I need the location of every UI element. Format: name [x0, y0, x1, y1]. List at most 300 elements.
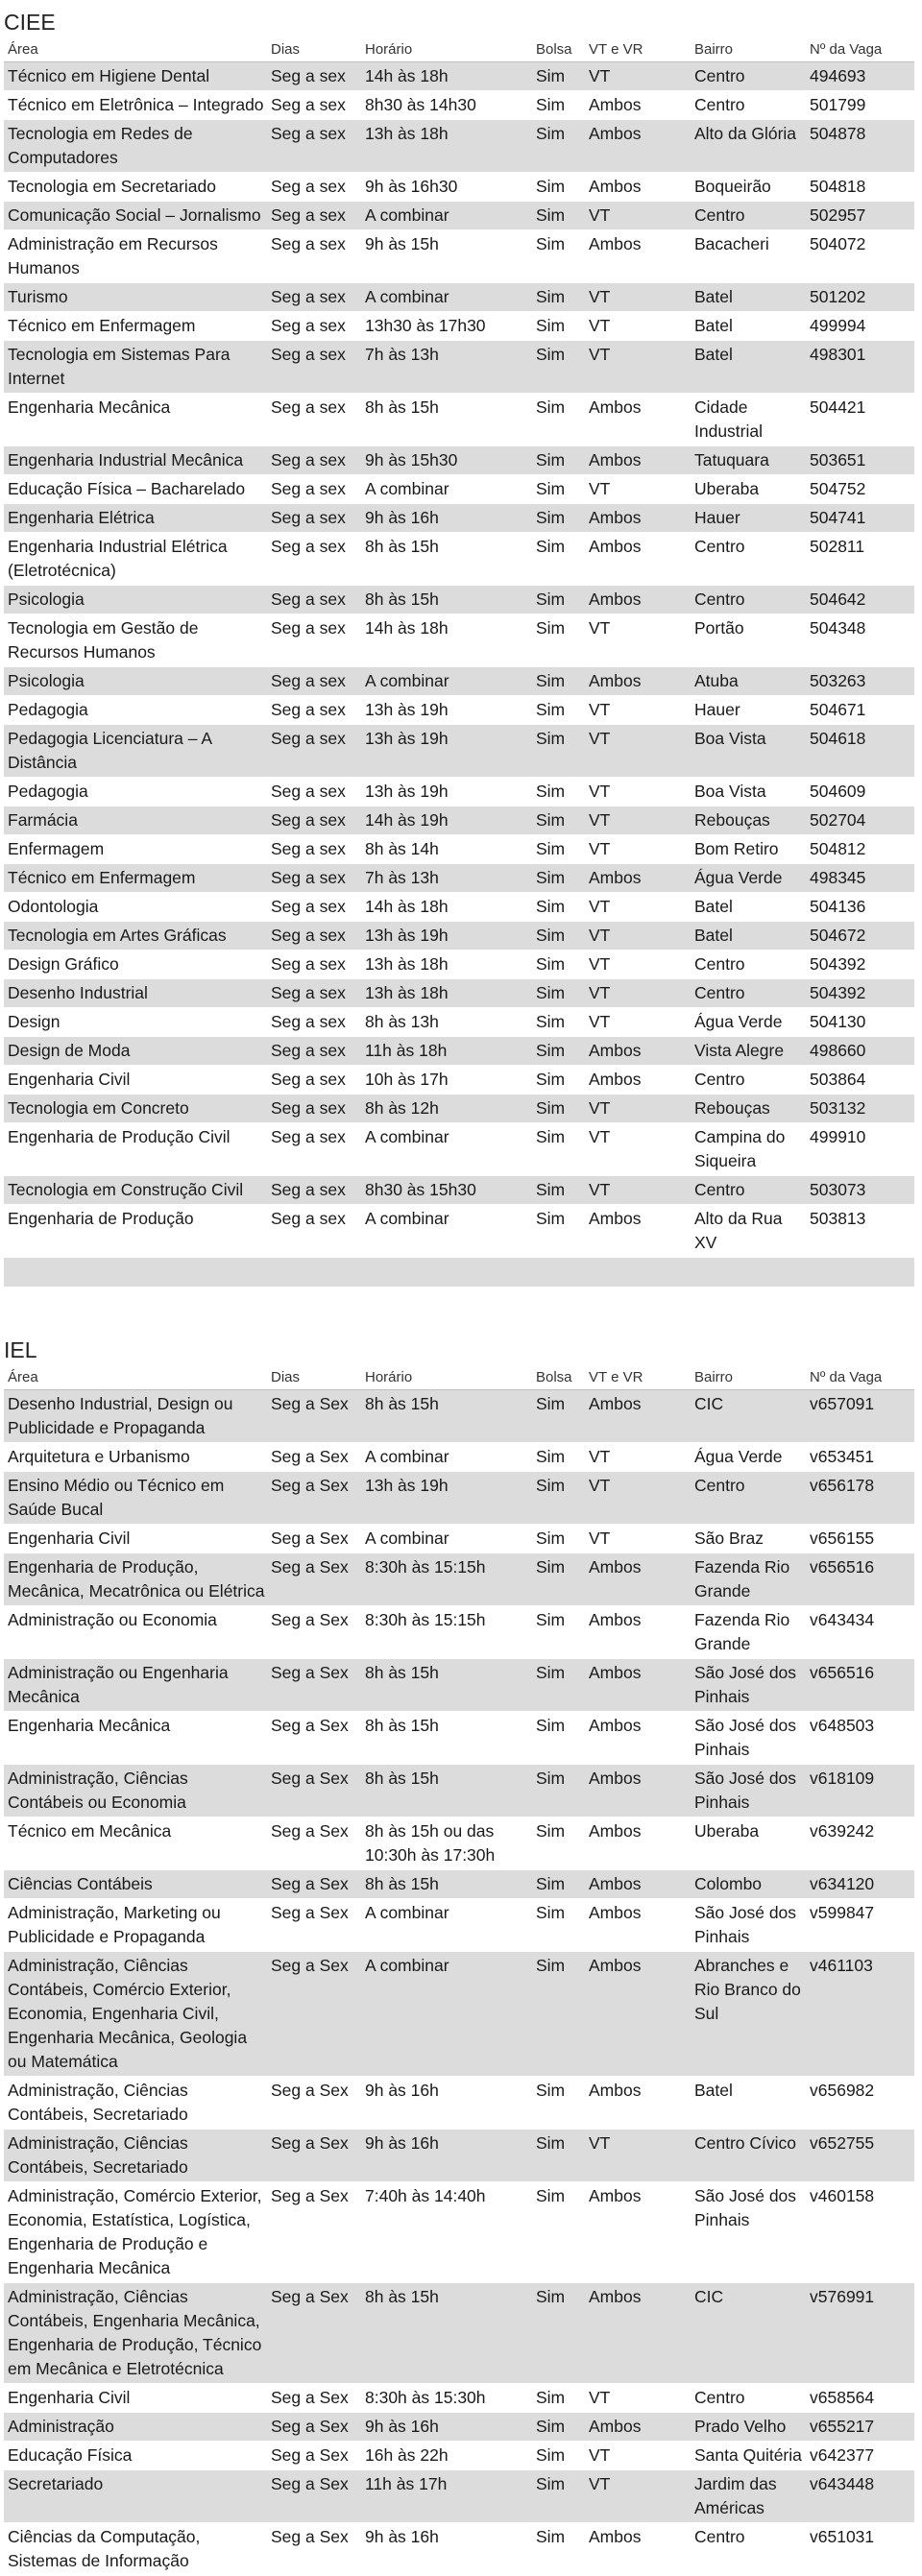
cell-bairro: CIC: [691, 2283, 806, 2384]
table-row: [4, 922, 914, 951]
table-row: [4, 1525, 914, 1553]
cell-dias: Seg a sex: [267, 312, 361, 341]
cell-bairro: Centro: [691, 1176, 806, 1205]
cell-bolsa: Sim: [532, 2413, 585, 2442]
cell-dias: Seg a sex: [267, 1176, 361, 1205]
cell-bolsa: Sim: [532, 951, 585, 979]
cell-vaga-number: 504421: [806, 394, 914, 446]
cell-dias: Seg a Sex: [267, 1390, 361, 1443]
section-gap: [4, 1288, 914, 1336]
cell-bairro: Hauer: [691, 696, 806, 725]
cell-bairro: Centro: [691, 62, 806, 91]
cell-horario: A combinar: [361, 667, 532, 696]
table-row: [4, 1553, 914, 1606]
cell-vt-vr: VT: [585, 62, 691, 91]
cell-area: Engenharia de Produção, Mecânica, Mecatrônica ou Elétrica: [4, 1553, 267, 1606]
cell-vt-vr: Ambos: [585, 586, 691, 614]
cell-bairro: Atuba: [691, 667, 806, 696]
cell-area: Administração, Ciências Contábeis, Comércio Exterior, Economia, Engenharia Civil, Engenharia Mecânica, Geologia ou Matemática: [4, 1952, 267, 2077]
cell-bairro: Santa Quitéria: [691, 2442, 806, 2470]
cell-vaga-number: 503651: [806, 446, 914, 475]
cell-area: Enfermagem: [4, 835, 267, 864]
cell-horario: A combinar: [361, 1899, 532, 1952]
cell-area: Pedagogia: [4, 778, 267, 807]
cell-vt-vr: VT: [585, 2470, 691, 2523]
cell-area: Engenharia de Produção Civil: [4, 1123, 267, 1176]
cell-area: Técnico em Enfermagem: [4, 864, 267, 893]
cell-vaga-number: 504392: [806, 979, 914, 1008]
table-row: [4, 1712, 914, 1765]
cell-horario: 13h às 19h: [361, 778, 532, 807]
cell-vt-vr: VT: [585, 475, 691, 504]
cell-dias: Seg a sex: [267, 475, 361, 504]
cell-vaga-number: 504609: [806, 778, 914, 807]
cell-bolsa: Sim: [532, 1870, 585, 1899]
cell-bolsa: Sim: [532, 864, 585, 893]
cell-vt-vr: Ambos: [585, 864, 691, 893]
cell-vt-vr: Ambos: [585, 2283, 691, 2384]
table-row: [4, 1443, 914, 1472]
cell-horario: 7:40h às 14:40h: [361, 2182, 532, 2283]
iel-section-title: IEL: [4, 1337, 37, 1362]
cell-horario: 14h às 18h: [361, 614, 532, 667]
cell-bolsa: Sim: [532, 2470, 585, 2523]
table-row: [4, 1176, 914, 1205]
cell-horario: 8h às 15h: [361, 2283, 532, 2384]
cell-bolsa: Sim: [532, 230, 585, 283]
iel-table: [4, 1366, 914, 2576]
cell-area: Pedagogia: [4, 696, 267, 725]
cell-bairro: Boa Vista: [691, 725, 806, 778]
cell-area: Técnico em Eletrônica – Integrado: [4, 91, 267, 120]
cell-vaga-number: v643434: [806, 1606, 914, 1659]
table-row: [4, 1066, 914, 1095]
cell-bairro: São Braz: [691, 1525, 806, 1553]
cell-bolsa: Sim: [532, 1606, 585, 1659]
header-bolsa: Bolsa: [532, 1366, 585, 1390]
cell-vt-vr: Ambos: [585, 1390, 691, 1443]
cell-vaga-number: v656516: [806, 1659, 914, 1712]
cell-vaga-number: 504672: [806, 922, 914, 951]
cell-bairro: Rebouças: [691, 807, 806, 835]
cell-bolsa: Sim: [532, 446, 585, 475]
cell-vt-vr: Ambos: [585, 1205, 691, 1258]
cell-vt-vr: VT: [585, 1472, 691, 1525]
cell-bairro: Batel: [691, 312, 806, 341]
cell-bolsa: Sim: [532, 979, 585, 1008]
cell-vt-vr: VT: [585, 2384, 691, 2413]
cell-bairro: Água Verde: [691, 1443, 806, 1472]
cell-bolsa: Sim: [532, 1712, 585, 1765]
cell-horario: 14h às 18h: [361, 893, 532, 922]
cell-area: Administração ou Engenharia Mecânica: [4, 1659, 267, 1712]
cell-horario: 9h às 16h: [361, 2077, 532, 2130]
cell-horario: 13h às 18h: [361, 979, 532, 1008]
cell-horario: 7h às 13h: [361, 341, 532, 394]
table-row: [4, 62, 914, 91]
table-row: [4, 1205, 914, 1258]
cell-bolsa: Sim: [532, 1390, 585, 1443]
cell-vt-vr: VT: [585, 1095, 691, 1123]
cell-vt-vr: VT: [585, 1008, 691, 1037]
table-row: [4, 2130, 914, 2182]
cell-area: Design Gráfico: [4, 951, 267, 979]
cell-bolsa: Sim: [532, 1553, 585, 1606]
cell-dias: Seg a sex: [267, 893, 361, 922]
cell-vaga-number: 504741: [806, 504, 914, 533]
cell-area: Turismo: [4, 283, 267, 312]
cell-horario: A combinar: [361, 1443, 532, 1472]
cell-dias: Seg a sex: [267, 1037, 361, 1066]
cell-vt-vr: Ambos: [585, 1712, 691, 1765]
cell-vaga-number: 504752: [806, 475, 914, 504]
cell-vaga-number: v634120: [806, 1870, 914, 1899]
cell-bairro: Batel: [691, 2077, 806, 2130]
cell-vt-vr: Ambos: [585, 394, 691, 446]
cell-vt-vr: Ambos: [585, 533, 691, 586]
ciee-header-row: [4, 38, 914, 62]
cell-area: Engenharia Civil: [4, 2384, 267, 2413]
cell-bolsa: Sim: [532, 2077, 585, 2130]
cell-bairro: Alto da Glória: [691, 120, 806, 173]
iel-table-body: [4, 1390, 914, 2576]
cell-bairro: Fazenda Rio Grande: [691, 1606, 806, 1659]
cell-dias: Seg a sex: [267, 533, 361, 586]
cell-bairro: Centro: [691, 533, 806, 586]
cell-horario: 13h às 19h: [361, 1472, 532, 1525]
cell-bairro: São José dos Pinhais: [691, 1765, 806, 1818]
cell-area: Engenharia de Produção: [4, 1205, 267, 1258]
cell-vaga-number: v642377: [806, 2442, 914, 2470]
table-row: [4, 2077, 914, 2130]
table-row: [4, 504, 914, 533]
cell-dias: Seg a Sex: [267, 2283, 361, 2384]
cell-vaga-number: v599847: [806, 1899, 914, 1952]
cell-vt-vr: Ambos: [585, 1765, 691, 1818]
cell-vt-vr: Ambos: [585, 230, 691, 283]
cell-area: Secretariado: [4, 2470, 267, 2523]
cell-dias: Seg a sex: [267, 922, 361, 951]
table-row: [4, 394, 914, 446]
cell-area: Tecnologia em Concreto: [4, 1095, 267, 1123]
cell-horario: 8h às 15h: [361, 394, 532, 446]
cell-vt-vr: VT: [585, 922, 691, 951]
table-row: [4, 1952, 914, 2077]
cell-horario: 9h às 15h: [361, 230, 532, 283]
cell-bairro: Jardim das Américas: [691, 2470, 806, 2523]
cell-bolsa: Sim: [532, 2182, 585, 2283]
table-row: [4, 2283, 914, 2384]
cell-vt-vr: VT: [585, 341, 691, 394]
cell-horario: 8h às 15h: [361, 586, 532, 614]
cell-bairro: Colombo: [691, 1870, 806, 1899]
cell-horario: 8h às 15h ou das 10:30h às 17:30h: [361, 1818, 532, 1870]
table-row: [4, 614, 914, 667]
cell-vt-vr: VT: [585, 835, 691, 864]
cell-horario: 11h às 18h: [361, 1037, 532, 1066]
header-vaga: Nº da Vaga: [806, 1366, 914, 1390]
cell-vaga-number: 503073: [806, 1176, 914, 1205]
cell-dias: Seg a Sex: [267, 1899, 361, 1952]
cell-dias: Seg a sex: [267, 1205, 361, 1258]
header-bolsa: Bolsa: [532, 38, 585, 62]
cell-area: Engenharia Industrial Elétrica (Eletrotécnica): [4, 533, 267, 586]
cell-area: Tecnologia em Redes de Computadores: [4, 120, 267, 173]
cell-vt-vr: VT: [585, 807, 691, 835]
cell-vaga-number: v461103: [806, 1952, 914, 2077]
cell-horario: A combinar: [361, 1205, 532, 1258]
cell-area: Administração, Marketing ou Publicidade e Propaganda: [4, 1899, 267, 1952]
cell-vt-vr: VT: [585, 725, 691, 778]
cell-horario: 11h às 17h: [361, 2470, 532, 2523]
cell-vaga-number: 501202: [806, 283, 914, 312]
table-row: [4, 312, 914, 341]
table-row: [4, 696, 914, 725]
table-row: [4, 2413, 914, 2442]
header-vt: VT e VR: [585, 1366, 691, 1390]
cell-horario: 8h às 15h: [361, 1870, 532, 1899]
table-row: [4, 120, 914, 173]
cell-bolsa: Sim: [532, 394, 585, 446]
cell-bairro: São José dos Pinhais: [691, 1899, 806, 1952]
cell-dias: Seg a sex: [267, 91, 361, 120]
cell-area: Design de Moda: [4, 1037, 267, 1066]
cell-area: Técnico em Higiene Dental: [4, 62, 267, 91]
cell-bairro: Centro Cívico: [691, 2130, 806, 2182]
cell-horario: 8h30 às 14h30: [361, 91, 532, 120]
cell-bairro: Uberaba: [691, 475, 806, 504]
cell-dias: Seg a Sex: [267, 1712, 361, 1765]
cell-vaga-number: 499994: [806, 312, 914, 341]
cell-area: Administração, Ciências Contábeis, Secretariado: [4, 2130, 267, 2182]
cell-vaga-number: v655217: [806, 2413, 914, 2442]
cell-bolsa: Sim: [532, 2283, 585, 2384]
table-row: [4, 230, 914, 283]
cell-dias: Seg a sex: [267, 120, 361, 173]
cell-bairro: Centro: [691, 202, 806, 230]
header-area: Área: [4, 1366, 267, 1390]
cell-dias: Seg a Sex: [267, 1818, 361, 1870]
cell-dias: Seg a sex: [267, 504, 361, 533]
cell-bolsa: Sim: [532, 341, 585, 394]
cell-horario: A combinar: [361, 1123, 532, 1176]
cell-bolsa: Sim: [532, 62, 585, 91]
cell-dias: Seg a sex: [267, 696, 361, 725]
cell-vt-vr: VT: [585, 202, 691, 230]
cell-vt-vr: Ambos: [585, 2523, 691, 2576]
cell-bairro: Campina do Siqueira: [691, 1123, 806, 1176]
cell-dias: Seg a sex: [267, 341, 361, 394]
cell-vaga-number: 502811: [806, 533, 914, 586]
header-horario: Horário: [361, 38, 532, 62]
cell-bairro: Vista Alegre: [691, 1037, 806, 1066]
cell-area: Desenho Industrial: [4, 979, 267, 1008]
table-row: [4, 202, 914, 230]
cell-bolsa: Sim: [532, 1205, 585, 1258]
cell-bolsa: Sim: [532, 1472, 585, 1525]
cell-vaga-number: 504878: [806, 120, 914, 173]
cell-horario: 8h às 13h: [361, 1008, 532, 1037]
cell-bairro: Centro: [691, 951, 806, 979]
cell-horario: 13h às 19h: [361, 922, 532, 951]
cell-vt-vr: VT: [585, 614, 691, 667]
cell-bairro: Abranches e Rio Branco do Sul: [691, 1952, 806, 2077]
cell-vt-vr: Ambos: [585, 1066, 691, 1095]
cell-horario: 9h às 16h: [361, 2523, 532, 2576]
cell-bolsa: Sim: [532, 283, 585, 312]
cell-dias: Seg a sex: [267, 864, 361, 893]
cell-dias: Seg a sex: [267, 586, 361, 614]
cell-horario: A combinar: [361, 1525, 532, 1553]
cell-area: Arquitetura e Urbanismo: [4, 1443, 267, 1472]
cell-vt-vr: Ambos: [585, 1037, 691, 1066]
cell-vaga-number: 504072: [806, 230, 914, 283]
cell-bolsa: Sim: [532, 586, 585, 614]
cell-area: Tecnologia em Secretariado: [4, 173, 267, 202]
cell-bairro: Tatuquara: [691, 446, 806, 475]
table-row: [4, 533, 914, 586]
table-row: [4, 667, 914, 696]
ciee-table-body: [4, 62, 914, 1288]
cell-vaga-number: 504348: [806, 614, 914, 667]
cell-vt-vr: Ambos: [585, 1818, 691, 1870]
cell-vaga-number: 503263: [806, 667, 914, 696]
cell-area: Educação Física – Bacharelado: [4, 475, 267, 504]
cell-vt-vr: Ambos: [585, 2182, 691, 2283]
cell-bolsa: Sim: [532, 2384, 585, 2413]
cell-bairro: São José dos Pinhais: [691, 1712, 806, 1765]
cell-vt-vr: Ambos: [585, 1952, 691, 2077]
cell-area: Ciências da Computação, Sistemas de Informação: [4, 2523, 267, 2576]
cell-vaga-number: v651031: [806, 2523, 914, 2576]
cell-horario: 8h às 15h: [361, 533, 532, 586]
cell-vaga-number: 504392: [806, 951, 914, 979]
cell-area: Educação Física: [4, 2442, 267, 2470]
cell-bairro: Fazenda Rio Grande: [691, 1553, 806, 1606]
cell-bolsa: Sim: [532, 533, 585, 586]
cell-dias: Seg a Sex: [267, 1606, 361, 1659]
table-row: [4, 807, 914, 835]
cell-horario: 13h às 19h: [361, 725, 532, 778]
table-row: [4, 586, 914, 614]
cell-vaga-number: v658564: [806, 2384, 914, 2413]
header-bairro: Bairro: [691, 1366, 806, 1390]
cell-horario: 8h às 14h: [361, 835, 532, 864]
cell-horario: 9h às 15h30: [361, 446, 532, 475]
cell-vaga-number: 503864: [806, 1066, 914, 1095]
cell-dias: Seg a Sex: [267, 2384, 361, 2413]
cell-horario: 14h às 19h: [361, 807, 532, 835]
table-row: [4, 1606, 914, 1659]
cell-bairro: Água Verde: [691, 1008, 806, 1037]
cell-horario: 8h30 às 15h30: [361, 1176, 532, 1205]
cell-dias: Seg a sex: [267, 725, 361, 778]
cell-dias: Seg a sex: [267, 778, 361, 807]
cell-dias: Seg a Sex: [267, 1553, 361, 1606]
cell-dias: Seg a Sex: [267, 2523, 361, 2576]
cell-bolsa: Sim: [532, 2523, 585, 2576]
cell-dias: Seg a Sex: [267, 2413, 361, 2442]
table-row: [4, 835, 914, 864]
table-row: [4, 951, 914, 979]
cell-bolsa: Sim: [532, 312, 585, 341]
cell-vt-vr: Ambos: [585, 667, 691, 696]
table-row: [4, 1008, 914, 1037]
cell-bolsa: Sim: [532, 835, 585, 864]
cell-area: Engenharia Mecânica: [4, 1712, 267, 1765]
cell-bairro: Centro: [691, 2384, 806, 2413]
header-vt: VT e VR: [585, 38, 691, 62]
cell-bairro: Centro: [691, 1066, 806, 1095]
table-row: [4, 283, 914, 312]
cell-bolsa: Sim: [532, 1066, 585, 1095]
cell-bairro: Centro: [691, 2523, 806, 2576]
cell-horario: A combinar: [361, 202, 532, 230]
cell-area: Técnico em Mecânica: [4, 1818, 267, 1870]
table-row: [4, 1765, 914, 1818]
table-row: [4, 2523, 914, 2576]
cell-horario: 7h às 13h: [361, 864, 532, 893]
cell-vaga-number: 504618: [806, 725, 914, 778]
cell-vaga-number: v653451: [806, 1443, 914, 1472]
cell-vt-vr: VT: [585, 312, 691, 341]
cell-area: Administração em Recursos Humanos: [4, 230, 267, 283]
cell-vaga-number: 494693: [806, 62, 914, 91]
cell-bolsa: Sim: [532, 504, 585, 533]
cell-dias: Seg a sex: [267, 614, 361, 667]
cell-bolsa: Sim: [532, 1123, 585, 1176]
cell-vaga-number: v618109: [806, 1765, 914, 1818]
table-row: [4, 2442, 914, 2470]
cell-dias: Seg a sex: [267, 446, 361, 475]
cell-dias: Seg a sex: [267, 394, 361, 446]
cell-bolsa: Sim: [532, 2442, 585, 2470]
cell-bairro: Boqueirão: [691, 173, 806, 202]
cell-area: Comunicação Social – Jornalismo: [4, 202, 267, 230]
cell-dias: Seg a sex: [267, 835, 361, 864]
cell-vt-vr: VT: [585, 2130, 691, 2182]
cell-area: Pedagogia Licenciatura – A Distância: [4, 725, 267, 778]
table-row: [4, 1870, 914, 1899]
cell-dias: Seg a sex: [267, 202, 361, 230]
cell-vaga-number: 498301: [806, 341, 914, 394]
cell-bolsa: Sim: [532, 807, 585, 835]
header-area: Área: [4, 38, 267, 62]
cell-bolsa: Sim: [532, 2130, 585, 2182]
table-row: [4, 979, 914, 1008]
cell-bolsa: Sim: [532, 1443, 585, 1472]
cell-bairro: Centro: [691, 1472, 806, 1525]
cell-bairro: Boa Vista: [691, 778, 806, 807]
cell-vt-vr: VT: [585, 979, 691, 1008]
cell-bolsa: Sim: [532, 1818, 585, 1870]
cell-bolsa: Sim: [532, 1037, 585, 1066]
cell-area: Administração, Ciências Contábeis ou Economia: [4, 1765, 267, 1818]
cell-vt-vr: VT: [585, 283, 691, 312]
cell-vaga-number: 502957: [806, 202, 914, 230]
cell-dias: Seg a Sex: [267, 1443, 361, 1472]
table-row: [4, 1123, 914, 1176]
table-row: [4, 2384, 914, 2413]
cell-vaga-number: v643448: [806, 2470, 914, 2523]
cell-area: Ciências Contábeis: [4, 1870, 267, 1899]
cell-horario: 9h às 16h: [361, 2413, 532, 2442]
cell-area: Design: [4, 1008, 267, 1037]
cell-dias: Seg a sex: [267, 1008, 361, 1037]
cell-bairro: Prado Velho: [691, 2413, 806, 2442]
cell-bolsa: Sim: [532, 614, 585, 667]
cell-vaga-number: 498660: [806, 1037, 914, 1066]
